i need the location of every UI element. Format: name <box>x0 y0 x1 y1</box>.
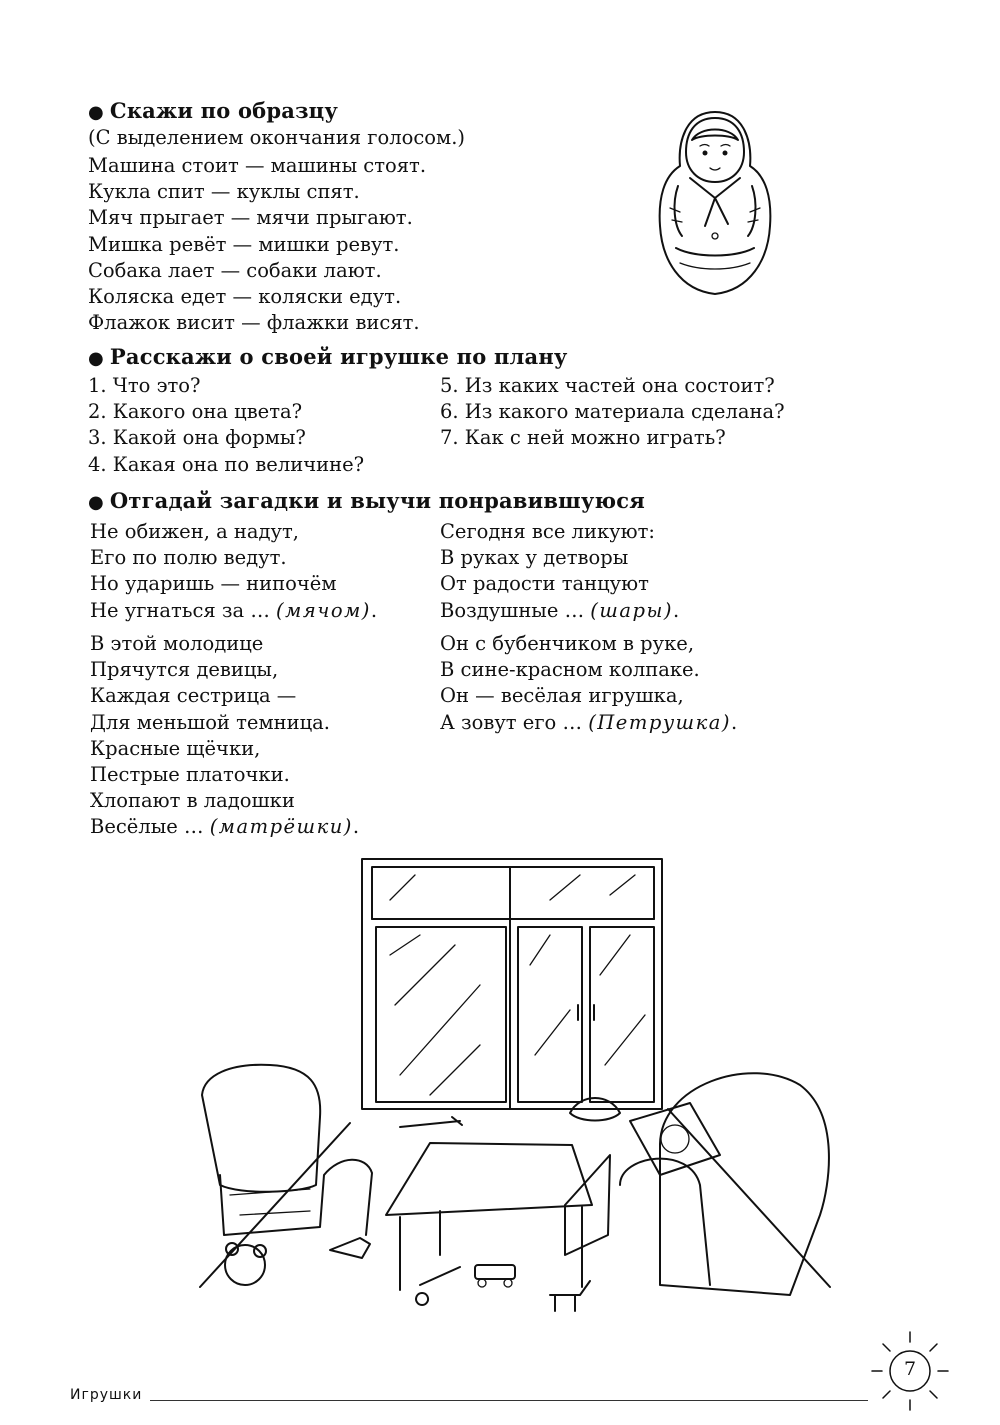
text-line: 2. Какого она цвета? <box>88 400 303 424</box>
riddle-line: В этой молодице <box>90 632 264 655</box>
matryoshka-illustration <box>650 108 780 300</box>
riddle-last-line: Весёлые … (матрёшки). <box>90 815 360 839</box>
riddle-line: В сине-красном колпаке. <box>440 658 700 682</box>
text-line: 3. Какой она формы? <box>88 426 306 450</box>
text-line: Коляска едет — коляски едут. <box>88 284 402 308</box>
riddle-answer: (мячом) <box>276 598 371 622</box>
bullet-icon: ● <box>88 492 104 513</box>
section3-heading <box>88 488 645 513</box>
bullet-icon: ● <box>88 348 104 369</box>
right-armchair <box>660 1073 829 1295</box>
section1-heading <box>88 98 338 123</box>
text-line: 1. Что это? <box>88 374 201 397</box>
plan-list-right <box>440 373 785 452</box>
left-armchair <box>202 1065 320 1192</box>
riddle-line: От радости танцуют <box>440 572 649 596</box>
handbag <box>630 1103 720 1175</box>
text-line: 6. Из какого материала сделана? <box>440 400 785 424</box>
section2-title: Расскажи о своей игрушке по плану <box>109 344 568 369</box>
riddle-line: Но ударишь — нипочём <box>90 572 337 596</box>
riddle-last-line: Не угнаться за … (мячом). <box>90 598 378 622</box>
riddle-line: Он с бубенчиком в руке, <box>440 632 695 655</box>
riddle-answer: (матрёшки) <box>209 815 353 839</box>
riddle-line: Сегодня все ликуют: <box>440 520 655 543</box>
riddle-line: Каждая сестрица — <box>90 684 297 708</box>
room-illustration <box>190 855 850 1325</box>
riddle-line: Не обижен, а надут, <box>90 520 300 543</box>
riddle-answer: (шары) <box>590 598 673 622</box>
text-line: Мяч прыгает — мячи прыгают. <box>88 206 413 230</box>
page-number: 7 <box>903 1358 917 1380</box>
riddle-matryoshka <box>90 631 359 841</box>
toy-car <box>475 1265 515 1279</box>
text-line: 7. Как с ней можно играть? <box>440 426 726 450</box>
riddle-petrushka <box>440 631 737 736</box>
riddle-line: Красные щёчки, <box>90 736 261 760</box>
bullet-icon: ● <box>88 102 104 123</box>
section1-note: (С выделением окончания голосом.) <box>88 126 465 149</box>
section1-lines <box>88 153 426 336</box>
teddy-bear-toy <box>225 1245 265 1285</box>
text-line: Машина стоит — машины стоят. <box>88 154 427 177</box>
riddle-line: В руках у детворы <box>440 546 629 570</box>
cabinet-outline <box>362 859 662 1109</box>
text-line: Собака лает — собаки лают. <box>88 258 382 282</box>
riddle-line: Для меньшой темница. <box>90 710 330 734</box>
riddle-line: Пестрые платочки. <box>90 762 290 786</box>
text-line: Кукла спит — куклы спят. <box>88 180 360 204</box>
section3-title: Отгадай загадки и выучи понравившуюся <box>109 488 645 513</box>
riddle-balloons <box>440 519 679 624</box>
riddle-line: Его по полю ведут. <box>90 546 287 570</box>
riddle-line: Прячутся девицы, <box>90 658 279 682</box>
text-line: 5. Из каких частей она состоит? <box>440 374 775 397</box>
text-line: Флажок висит — флажки висят. <box>88 311 420 335</box>
footer-section-label: Игрушки <box>70 1387 143 1403</box>
text-line: Мишка ревёт — мишки ревут. <box>88 232 400 256</box>
riddle-last-line: Воздушные … (шары). <box>440 598 680 622</box>
riddle-ball <box>90 519 377 624</box>
riddle-line: Хлопают в ладошки <box>90 789 295 813</box>
section2-heading <box>88 344 568 369</box>
riddle-line: Он — весёлая игрушка, <box>440 684 684 708</box>
table <box>386 1143 592 1215</box>
section1-title: Скажи по образцу <box>109 98 339 123</box>
plan-list-left <box>88 373 364 478</box>
text-line: 4. Какая она по величине? <box>88 452 365 476</box>
riddle-answer: (Петрушка) <box>588 710 731 734</box>
riddle-last-line: А зовут его … (Петрушка). <box>440 710 738 734</box>
footer-rule <box>150 1400 868 1401</box>
